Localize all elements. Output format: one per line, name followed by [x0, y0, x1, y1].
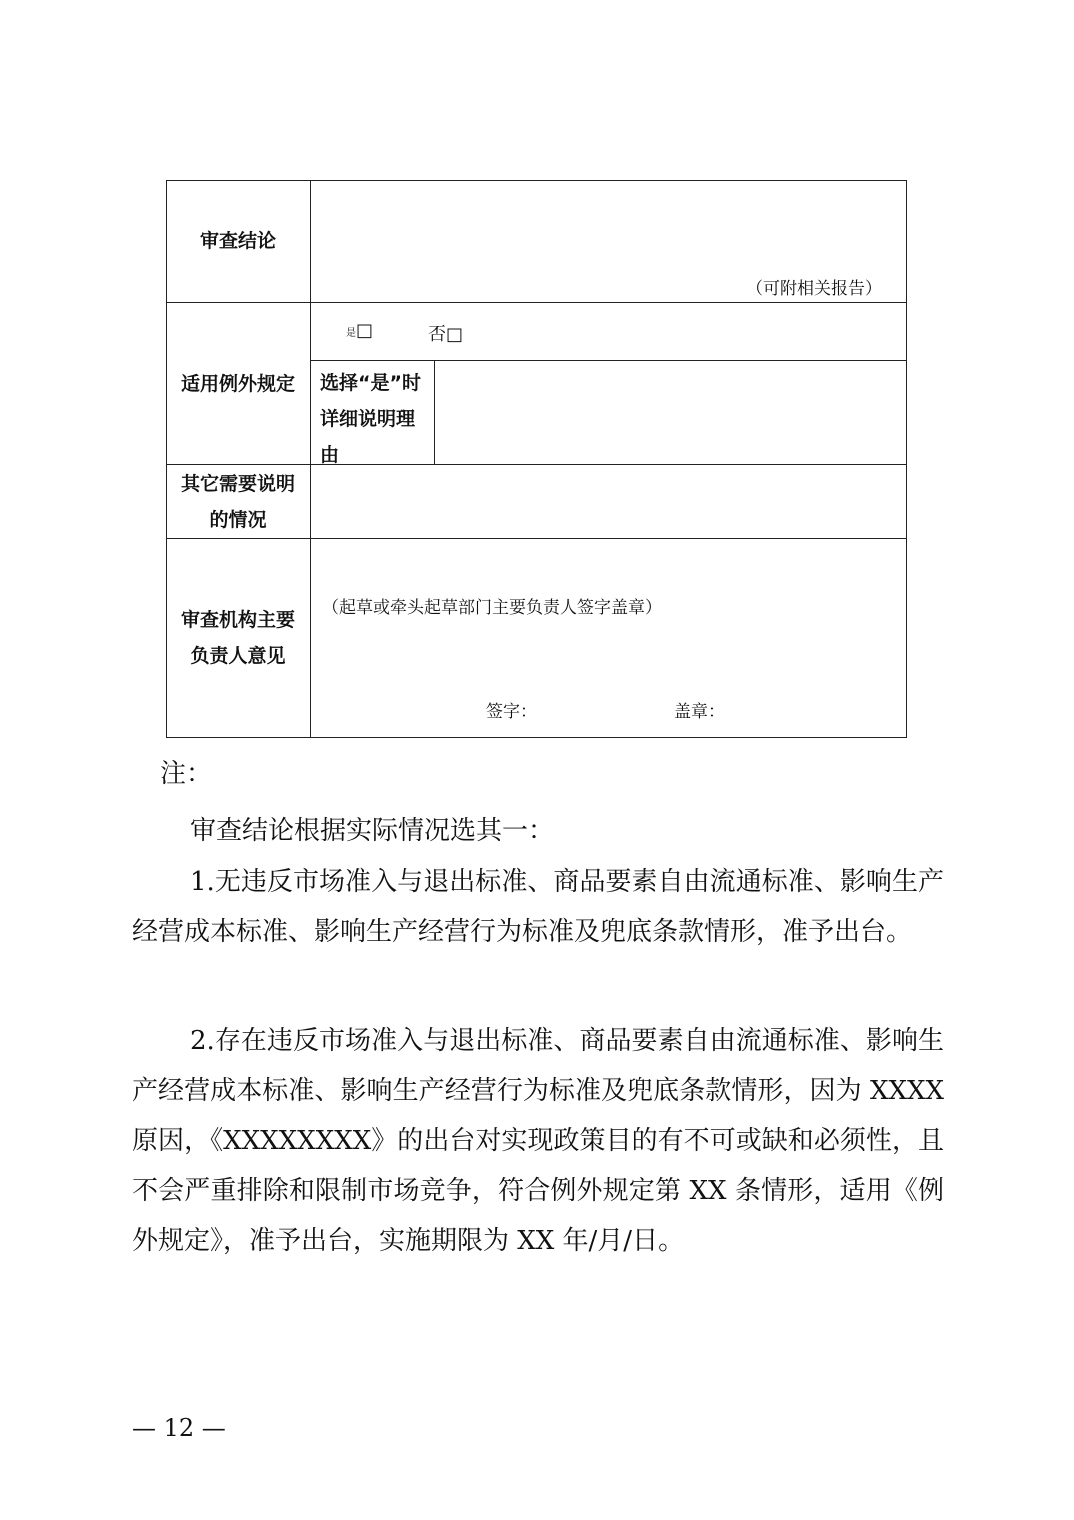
option-no[interactable] [428, 320, 463, 346]
sign-label: 签字： [486, 702, 537, 722]
checkbox-yes[interactable]: □ [356, 320, 374, 341]
page-number: — 12 — [132, 1414, 226, 1442]
column-divider [434, 360, 435, 464]
table-border-right [906, 180, 907, 738]
label-exception-rule: 适用例外规定 [180, 373, 295, 395]
option-yes[interactable] [346, 320, 373, 341]
row-divider [166, 302, 907, 303]
signature-hint: （起草或牵头起草部门主要负责人签字盖章） [322, 598, 662, 618]
notes-heading: 注： [160, 759, 213, 789]
column-divider [310, 180, 311, 738]
attach-report-note: （可附相关报告） [746, 279, 882, 299]
table-border-left [166, 180, 167, 738]
notes-intro: 审查结论根据实际情况选其一： [190, 816, 555, 846]
checkbox-no[interactable]: □ [446, 324, 464, 345]
table-border-top [166, 180, 907, 181]
row-divider [166, 464, 907, 465]
option-yes-label: 是 [346, 328, 356, 339]
note-item-1: 1.无违反市场准入与退出标准、商品要素自由流通标准、影响生产经营成本标准、影响生产经营行为标准及兜底条款情形，准予出台。 [132, 867, 944, 947]
note-item-2: 2.存在违反市场准入与退出标准、商品要素自由流通标准、影响生产经营成本标准、影响生产经营行为标准及兜底条款情形，因为 XXXX 原因，《XXXXXXXX》的出台对实现政策目的有不可或缺和必须性，且不会严重排除和限制市场竞争，符合例外规定第 XX 条情形，适用《例外规定》，准予出台，实施期限为 XX 年/月/日。 [132, 1026, 944, 1256]
review-table [166, 180, 907, 738]
row-divider [310, 360, 907, 361]
label-review-conclusion: 审查结论 [199, 230, 276, 252]
reason-label: 选择“是”时详细说明理由 [320, 372, 421, 466]
seal-label: 盖章： [674, 702, 725, 722]
label-other-info: 其它需要说明的情况 [180, 473, 295, 531]
option-no-label: 否 [428, 324, 446, 345]
table-border-bottom [166, 737, 907, 738]
label-principal-opinion: 审查机构主要负责人意见 [180, 609, 295, 667]
row-divider [166, 538, 907, 539]
